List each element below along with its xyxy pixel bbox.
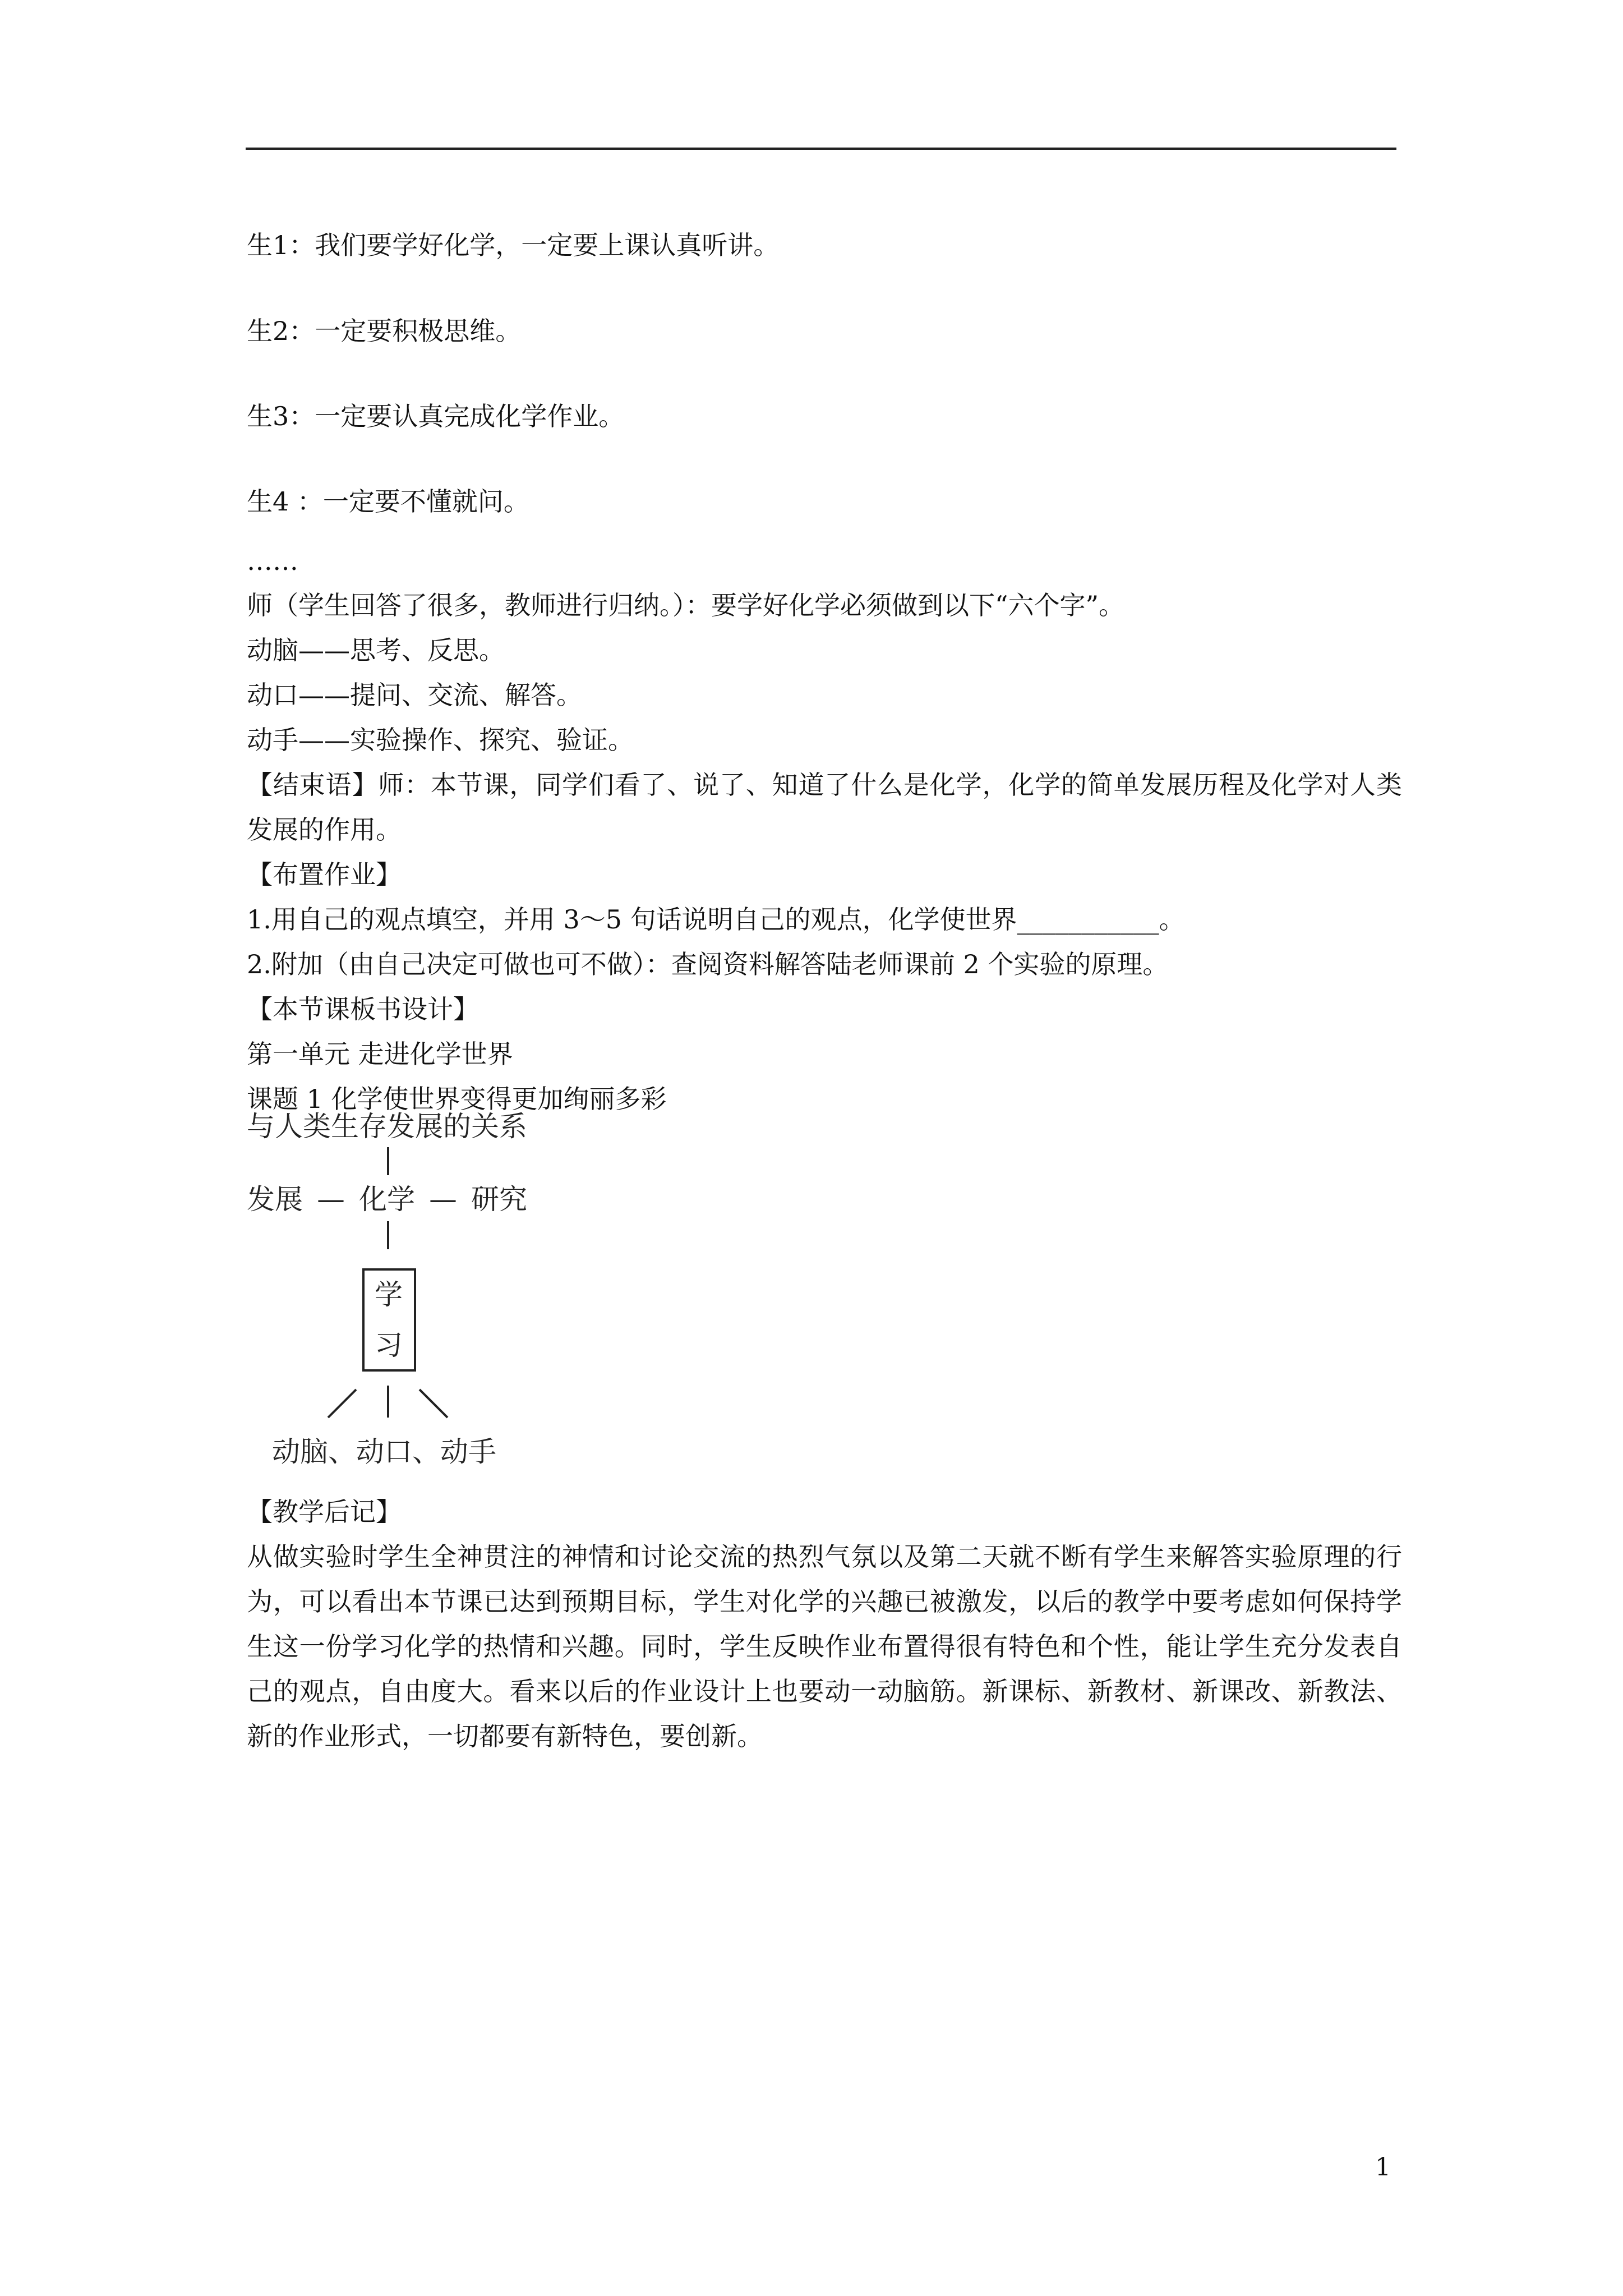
diagram-center-node: 化学 — [359, 1183, 415, 1216]
study-box-char-2: 习 — [375, 1329, 403, 1361]
diagram-right-node: 研究 — [471, 1183, 527, 1216]
diagram-dash: — — [317, 1183, 345, 1216]
board-design-diagram — [241, 1108, 600, 1478]
homework-item-1: 1.用自己的观点填空，并用 3～5 句话说明自己的观点，化学使世界___________。 — [247, 904, 1185, 935]
student-response-4: 生4 ：一定要不懂就问。 — [247, 486, 529, 517]
diagram-bottom-label: 动脑、动口、动手 — [272, 1435, 496, 1468]
unit-title: 第一单元 走进化学世界 — [247, 1039, 513, 1069]
conclusion: 【结束语】师：本节课，同学们看了、说了、知道了什么是化学，化学的简单发展历程及化学对人类发展的作用。 — [247, 770, 1402, 845]
board-design-heading: 【本节课板书设计】 — [247, 994, 479, 1024]
student-response-2: 生2：一定要积极思维。 — [247, 316, 522, 346]
diagram-branch-right — [419, 1389, 448, 1418]
diagram-left-node: 发展 — [247, 1183, 303, 1216]
student-response-3: 生3：一定要认真完成化学作业。 — [247, 401, 625, 431]
six-words-item: 动脑——思考、反思。 — [247, 635, 505, 665]
page-number: 1 — [1375, 2153, 1391, 2182]
diagram-top-label: 与人类生存发展的关系 — [247, 1110, 527, 1143]
header-rule — [246, 148, 1396, 150]
reflection-body: 从做实验时学生全神贯注的神情和讨论交流的热烈气氛以及第二天就不断有学生来解答实验原理的行为，可以看出本节课已达到预期目标，学生对化学的兴趣已被激发，以后的教学中要考虑如何保持学生这一份学习化学的热情和兴趣。同时，学生反映作业布置得很有特色和个性，能让学生充分发表自己的观点，自由度大。看来以后的作业设计上也要动一动脑筋。新课标、新教材、新课改、新教法、新的作业形式，一切都要有新特色，要创新。 — [247, 1542, 1402, 1751]
diagram-dash: — — [429, 1183, 457, 1216]
homework-heading: 【布置作业】 — [247, 859, 402, 890]
reflection-heading: 【教学后记】 — [247, 1497, 402, 1527]
topic-title: 课题 1 化学使世界变得更加绚丽多彩 — [247, 1084, 667, 1114]
six-words-item: 动手——实验操作、探究、验证。 — [247, 725, 634, 755]
diagram-branch-left — [328, 1389, 356, 1418]
student-response-1: 生1：我们要学好化学，一定要上课认真听讲。 — [247, 230, 780, 260]
study-box-char-1: 学 — [375, 1278, 403, 1311]
homework-item-2: 2.附加（由自己决定可做也可不做）：查阅资料解答陆老师课前 2 个实验的原理。 — [247, 949, 1169, 979]
ellipsis: …… — [247, 546, 298, 576]
teacher-summary: 师（学生回答了很多，教师进行归纳。）：要学好化学必须做到以下“六个字”。 — [247, 590, 1125, 620]
six-words-item: 动口——提问、交流、解答。 — [247, 680, 582, 710]
